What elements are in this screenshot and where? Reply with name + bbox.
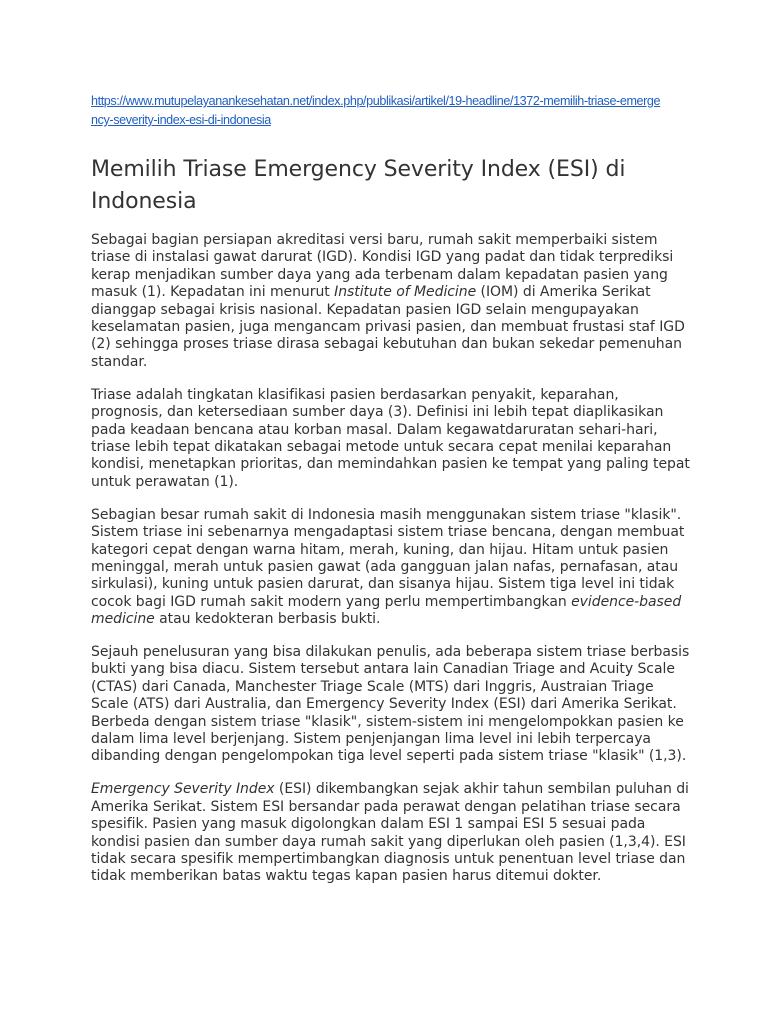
paragraph-3	[91, 507, 691, 629]
paragraph-2-text-1: Triase adalah tingkatan klasifikasi pasien berdasarkan penyakit, keparahan, prognosis, dan ketersediaan sumber daya (3). Definisi ini lebih tepat diaplikasikan pada keadaan bencana atau korban masal. Dalam kegawatdaruratan sehari-hari, triase lebih tepat dikatakan sebagai metode untuk secara cepat menilai keparahan kondisi, menetapkan prioritas, dan memindahkan pasien ke tempat yang paling tepat untuk perawatan (1).	[91, 386, 690, 490]
source-link[interactable]: https://www.mutupelayanankesehatan.net/index.php/publikasi/artikel/19-headline/1372-memilih-triase-emergency-severity-index-esi-di-indonesia	[91, 94, 661, 127]
paragraph-4	[91, 644, 691, 766]
document-page	[91, 92, 691, 901]
paragraph-1-text-2: (IOM) di Amerika Serikat dianggap sebagai krisis nasional. Kepadatan pasien IGD selain mengupayakan keselamatan pasien, juga mengancam privasi pasien, dan membuat frustasi staf IGD (2) sehingga proses triase dirasa sebagai kebutuhan dan bukan sekedar pemenuhan standar.	[91, 284, 685, 370]
paragraph-1-italic-1: Institute of Medicine	[334, 284, 477, 301]
paragraph-3-text-1: Sebagian besar rumah sakit di Indonesia masih menggunakan sistem triase "klasik". Sistem triase ini sebenarnya mengadaptasi sistem triase bencana, dengan membuat kategori cepat dengan warna hitam, merah, kuning, dan hijau. Hitam untuk pasien meninggal, merah untuk pasien gawat (ada gangguan jalan nafas, pernafasan, atau sirkulasi), kuning untuk pasien darurat, dan sisanya hijau. Sistem tiga level ini tidak cocok bagi IGD rumah sakit modern yang perlu mempertimbangkan	[91, 506, 685, 610]
paragraph-2	[91, 387, 691, 491]
paragraph-5-text-1: (ESI) dikembangkan sejak akhir tahun sembilan puluhan di Amerika Serikat. Sistem ESI bersandar pada perawat dengan pelatihan triase secara spesifik. Pasien yang masuk digolongkan dalam ESI 1 sampai ESI 5 sesuai pada kondisi pasien dan sumber daya rumah sakit yang diperlukan oleh pasien (1,3,4). ESI tidak secara spesifik mempertimbangkan diagnosis untuk penentuan level triase dan tidak memberikan batas waktu tegas kapan pasien harus ditemui dokter.	[91, 781, 689, 885]
paragraph-3-italic-1: evidence-based medicine	[91, 593, 682, 628]
paragraph-5	[91, 781, 691, 885]
paragraph-1-text-1: Sebagai bagian persiapan akreditasi versi baru, rumah sakit memperbaiki sistem triase di instalasi gawat darurat (IGD). Kondisi IGD yang padat dan tidak terprediksi kerap menjadikan sumber daya yang ada terbenam dalam kepadatan pasien yang masuk (1). Kepadatan ini menurut	[91, 232, 674, 301]
article-title: Memilih Triase Emergency Severity Index (ESI) di Indonesia	[91, 157, 626, 214]
paragraph-1	[91, 232, 691, 371]
paragraph-3-text-2: atau kedokteran berbasis bukti.	[154, 611, 381, 628]
paragraph-4-text-1: Sejauh penelusuran yang bisa dilakukan penulis, ada beberapa sistem triase berbasis bukti yang bisa diacu. Sistem tersebut antara lain Canadian Triage and Acuity Scale (CTAS) dari Canada, Manchester Triage Scale (MTS) dari Inggris, Austraian Triage Scale (ATS) dari Australia, dan Emergency Severity Index (ESI) dari Amerika Serikat. Berbeda dengan sistem triase "klasik", sistem-sistem ini mengelompokkan pasien ke dalam lima level berjenjang. Sistem penjenjangan lima level ini lebih terpercaya dibanding dengan pengelompokan tiga level seperti pada sistem triase "klasik" (1,3).	[91, 644, 690, 765]
paragraph-5-italic-0: Emergency Severity Index	[91, 781, 275, 798]
